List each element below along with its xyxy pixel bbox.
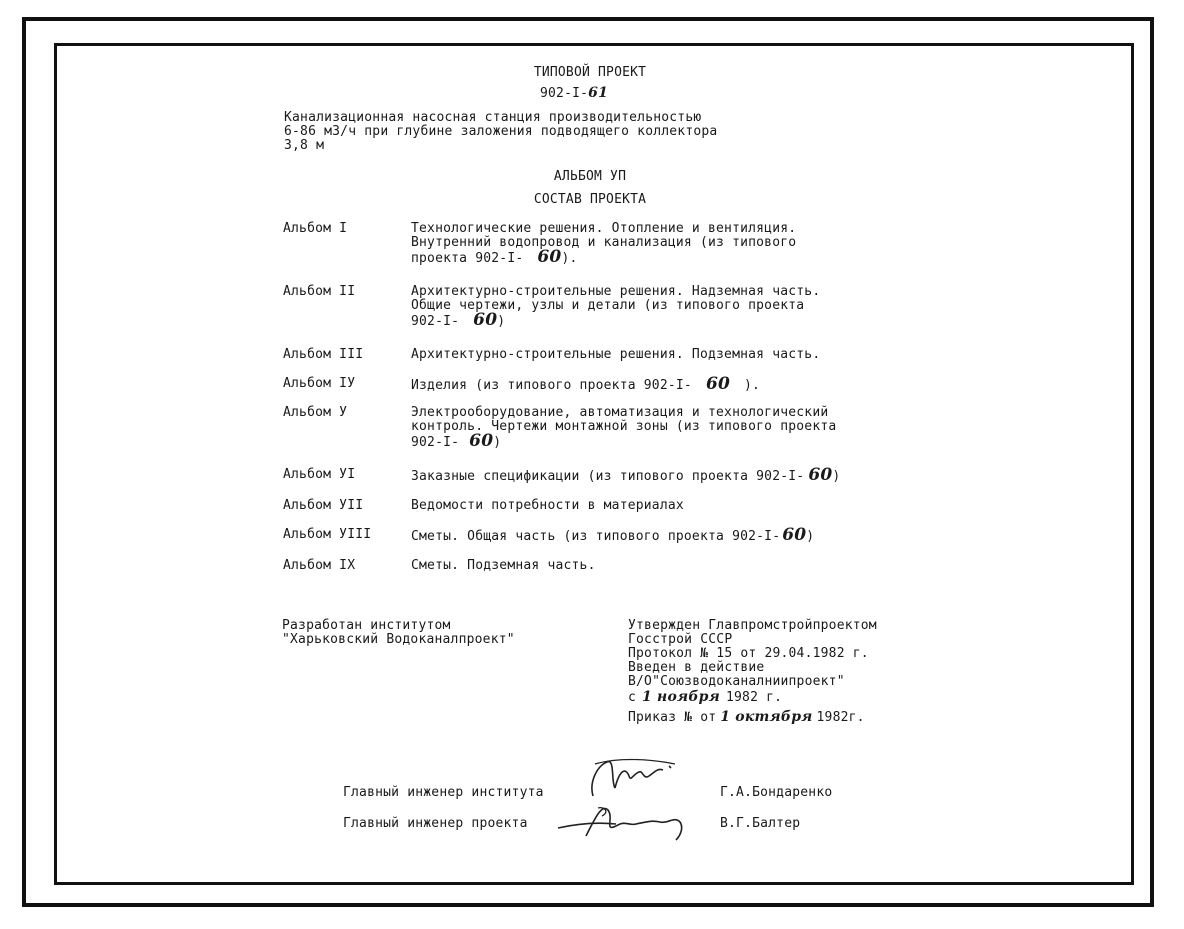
approval-line-6 [628, 690, 782, 705]
signature-name: В.Г.Балтер [720, 816, 801, 831]
album-name: Альбом IУ [283, 376, 356, 391]
album-desc-text: 902-I- [411, 435, 460, 450]
document-title: ТИПОВОЙ ПРОЕКТ [533, 65, 647, 80]
album-name: Альбом II [283, 284, 356, 299]
album-desc-line: Архитектурно-строительные решения. Подземная часть. [411, 347, 821, 362]
project-number-handwritten: 61 [588, 85, 609, 101]
album-desc-line: Архитектурно-строительные решения. Надземная часть. [411, 284, 821, 299]
approval-line-6-prefix: с [628, 690, 637, 705]
album-desc-text: проекта 902-I- [411, 251, 524, 266]
album-name: Альбом УII [283, 498, 364, 513]
album-desc-line: Электрооборудование, автоматизация и технологический [411, 405, 829, 420]
album-desc-line: Ведомости потребности в материалах [411, 498, 684, 513]
album-name: Альбом У [283, 405, 348, 420]
album-desc-line: Технологические решения. Отопление и вентиляция. [411, 221, 797, 236]
album-name: Альбом I [283, 221, 348, 236]
album-title: АЛЬБОМ УП [553, 169, 627, 184]
approval-line-3: Протокол № 15 от 29.04.1982 г. [628, 646, 869, 661]
handwritten-date: 1 ноября [642, 689, 720, 705]
album-desc-line [411, 431, 502, 451]
album-desc-line [411, 465, 841, 485]
handwritten-date: 1 октября [720, 709, 813, 725]
handwritten-number: 60 [469, 431, 494, 451]
approval-line-7-suffix: 1982г. [816, 710, 865, 725]
handwritten-number: 60 [782, 525, 807, 545]
album-desc-text: 902-I- [411, 314, 460, 329]
developer-line-2: "Харьковский Водоканалпроект" [282, 632, 515, 647]
album-desc-line: Внутренний водопровод и канализация (из типового [411, 235, 797, 250]
approval-line-7-prefix: Приказ № от [628, 710, 717, 725]
approval-line-7 [628, 710, 865, 725]
album-desc-text: Изделия (из типового проекта 902-I- [411, 378, 692, 393]
album-desc-tail: ). [561, 251, 578, 266]
developer-line-1: Разработан институтом [282, 618, 451, 633]
album-desc-line: Общие чертежи, узлы и детали (из типового проекта [411, 298, 805, 313]
album-desc-tail: ) [493, 435, 502, 450]
signature-role: Главный инженер проекта [343, 816, 528, 831]
composition-title: СОСТАВ ПРОЕКТА [533, 192, 647, 207]
album-desc-tail: ) [806, 529, 815, 544]
handwritten-number: 60 [808, 465, 833, 485]
album-desc-tail: ) [497, 314, 506, 329]
handwritten-number: 60 [537, 247, 562, 267]
handwritten-number: 60 [473, 310, 498, 330]
handwritten-signature-1 [585, 752, 715, 802]
approval-line-1: Утвержден Главпромстройпроектом [628, 618, 877, 633]
approval-line-2: Госстрой СССР [628, 632, 733, 647]
signature-role: Главный инженер института [343, 785, 544, 800]
album-desc-text: Заказные спецификации (из типового проекта 902-I- [411, 469, 805, 484]
album-desc-line [411, 310, 506, 330]
album-desc-line: контроль. Чертежи монтажной зоны (из типового проекта [411, 419, 837, 434]
album-desc-line [411, 525, 815, 545]
album-desc-tail: ). [744, 378, 761, 393]
project-number-prefix: 902-I- [540, 86, 589, 101]
project-description-line-2: 6-86 м3/ч при глубине заложения подводящего коллектора [284, 124, 718, 139]
album-name: Альбом УIII [283, 527, 372, 542]
album-desc-text: Сметы. Общая часть (из типового проекта 902-I- [411, 529, 781, 544]
album-name: Альбом IX [283, 558, 356, 573]
project-description-line-1: Канализационная насосная станция производительностью [284, 110, 702, 125]
handwritten-signature-2 [556, 796, 706, 846]
album-desc-line [411, 374, 761, 394]
signature-name: Г.А.Бондаренко [720, 785, 833, 800]
approval-line-6-suffix: 1982 г. [725, 690, 783, 705]
album-name: Альбом III [283, 347, 364, 362]
approval-line-5: В/О"Союзводоканалниипроект" [628, 674, 845, 689]
handwritten-number: 60 [705, 374, 730, 394]
project-number [540, 86, 608, 101]
project-description-line-3: 3,8 м [284, 138, 325, 153]
album-desc-line [411, 247, 578, 267]
album-name: Альбом УI [283, 467, 356, 482]
approval-line-4: Введен в действие [628, 660, 765, 675]
album-desc-line: Сметы. Подземная часть. [411, 558, 596, 573]
album-desc-tail: ) [832, 469, 841, 484]
